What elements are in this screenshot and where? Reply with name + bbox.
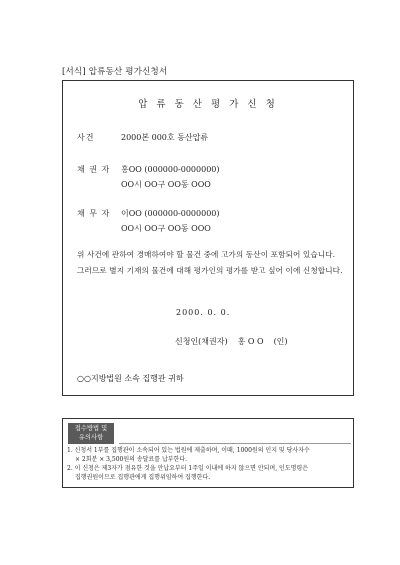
debtor-label: 채 무 자 <box>77 209 111 218</box>
body-line-2: 그러므로 별지 기재의 물건에 대해 평가인의 평가를 받고 싶어 이에 신청합니다. <box>77 266 343 275</box>
body-line-1: 위 사건에 관하여 경매하여야 할 물건 중에 고가의 동산이 포함되어 있습니다. <box>77 250 336 259</box>
note-line: 2. 이 신청은 제3자가 점유한 것을 안납요부터 1주일 이내에 하지 않으면 안되며, 인도명령은 <box>67 465 309 472</box>
form-title: [서식] 압류동산 평가신청서 <box>62 67 168 77</box>
case-value: 2000본 000호 동산압류 <box>121 133 209 142</box>
creditor-address: OO시 OO구 OO동 OOO <box>121 180 211 189</box>
creditor-label: 채 권 자 <box>77 165 111 174</box>
note-line: 1. 신청서 1부를 집행관이 소속되어 있는 법원에 제출하며, 이때, 1000원의 인지 및 당사자수 <box>67 447 310 454</box>
notes-header <box>63 423 355 444</box>
signature-line <box>175 336 298 347</box>
creditor-id: 홍OO (000000-0000000) <box>121 165 220 174</box>
notes-tab <box>68 423 114 444</box>
debtor-id: 이OO (000000-0000000) <box>121 209 220 218</box>
addressee: ○○지방법원 소속 집행관 귀하 <box>77 374 184 383</box>
notes-tab-line-1: 접수방법 및 <box>74 425 108 432</box>
applicant-name: 홍 O O <box>237 337 264 346</box>
notes-divider <box>119 443 351 444</box>
application-form <box>62 80 354 396</box>
creditor-row <box>77 164 220 175</box>
notes-tab-line-2: 유의사항 <box>78 434 104 441</box>
debtor-row <box>77 208 220 219</box>
debtor-address: OO시 OO구 OO동 OOO <box>121 224 211 233</box>
notes-box <box>62 418 354 488</box>
note-line: 집행권원이므로 집행관에게 집행위임하여 집행한다. <box>75 474 211 481</box>
document-heading: 압 류 동 산 평 가 신 청 <box>138 99 278 110</box>
note-line: × 2회분 × 3,500원의 송달료를 납부한다. <box>75 456 188 463</box>
case-label: 사건 <box>77 133 95 142</box>
case-row <box>77 132 208 143</box>
application-date: 2000. 0. 0. <box>176 308 231 317</box>
applicant-label: 신청인(채권자) <box>175 337 228 346</box>
seal-mark: (인) <box>273 337 288 346</box>
